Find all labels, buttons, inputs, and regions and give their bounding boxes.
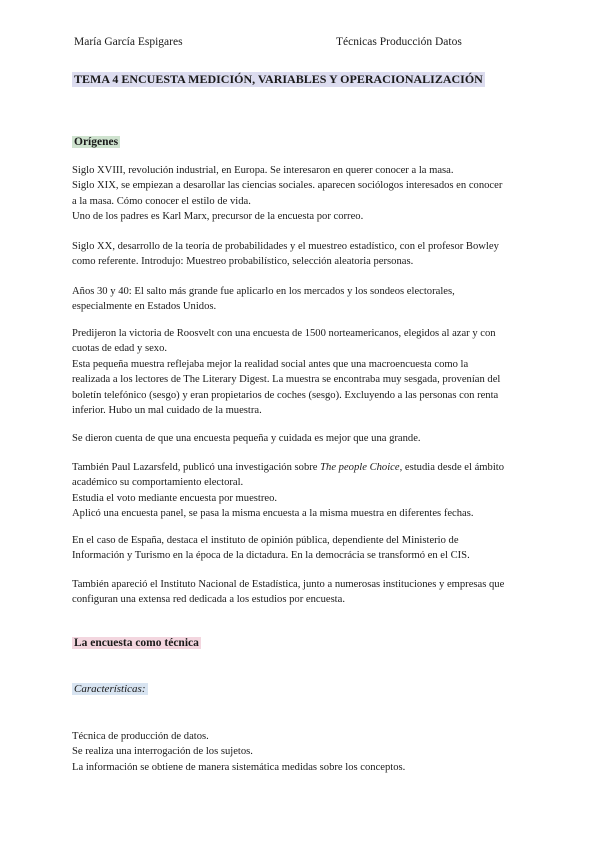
text-line: Siglo XVIII, revolución industrial, en Europa. Se interesaron en querer conocer a la masa.	[72, 165, 454, 176]
text-line: Siglo XIX, se empiezan a desarollar las ciencias sociales. aparecen sociólogos interesados en conocer	[72, 180, 503, 192]
text-line: Información y Turismo en la época de la dictadura. En la democrácia se transformó en el CIS.	[72, 550, 470, 562]
text-run: También Paul Lazarsfeld, publicó una investigación sobre	[72, 462, 321, 473]
text-line	[72, 460, 532, 475]
paragraph-anos-30-40	[72, 284, 532, 315]
paragraph-siglo-xx	[72, 239, 532, 270]
document-title: TEMA 4 ENCUESTA MEDICIÓN, VARIABLES Y OPERACIONALIZACIÓN	[74, 72, 483, 86]
header-author: María García Espigares	[74, 36, 183, 48]
book-title-italic: The people Choice,	[320, 462, 403, 473]
text-line: Se realiza una interrogación de los sujetos.	[72, 746, 253, 758]
paragraph-lazarsfeld	[72, 460, 532, 522]
paragraph-espana	[72, 533, 532, 564]
text-line: Se dieron cuenta de que una encuesta pequeña y cuidada es mejor que una grande.	[72, 433, 421, 444]
paragraph-roosevelt	[72, 326, 532, 418]
text-line: Estudia el voto mediante encuesta por muestreo.	[72, 492, 278, 504]
text-line: Predijeron la victoria de Roosvelt con una encuesta de 1500 norteamericanos, elegidos al azar y con	[72, 328, 496, 339]
text-line: cuotas de edad y sexo.	[72, 343, 168, 355]
text-line: Siglo XX, desarrollo de la teoría de probabilidades y el muestreo estadístico, con el profesor Bowley	[72, 241, 499, 252]
text-line: En el caso de España, destaca el instituto de opinión pública, dependiente del Ministerio de	[72, 535, 459, 546]
subheading-caracteristicas: Características:	[74, 683, 146, 695]
paragraph-caracteristicas	[72, 729, 532, 775]
text-line: configuran una extensa red dedicada a los estudios por encuesta.	[72, 594, 345, 606]
text-line: Uno de los padres es Karl Marx, precursor de la encuesta por correo.	[72, 211, 364, 223]
text-line: académico su comportamiento electoral.	[72, 477, 244, 489]
header-course: Técnicas Producción Datos	[336, 36, 462, 48]
text-line: como referente. Introdujo: Muestreo probabilístico, selección aleatoria personas.	[72, 256, 414, 268]
text-line: boletín telefónico (sesgo) y eran propietarios de coches (sesgo). Excluyendo a las personas con renta	[72, 389, 499, 401]
text-line: realizada a los lectores de The Literary Digest. La muestra se encontraba muy sesgada, provenían del	[72, 374, 501, 386]
text-line: a la masa. Cómo conocer el estilo de vida.	[72, 195, 251, 207]
text-line: Aplicó una encuesta panel, se pasa la misma encuesta a la misma muestra en diferentes fechas.	[72, 508, 474, 520]
text-line: También apareció el Instituto Nacional de Estadística, junto a numerosas instituciones y empresas que	[72, 579, 505, 590]
text-line: Años 30 y 40: El salto más grande fue aplicarlo en los mercados y los sondeos electorales,	[72, 286, 455, 297]
text-line: Esta pequeña muestra reflejaba mejor la realidad social antes que una macroencuesta como la	[72, 358, 469, 370]
text-line: especialmente en Estados Unidos.	[72, 301, 217, 313]
text-line: La información se obtiene de manera sistemática medidas sobre los conceptos.	[72, 761, 406, 773]
paragraph-siglos-xviii-xix	[72, 163, 532, 225]
section-heading-encuesta-tecnica: La encuesta como técnica	[74, 637, 199, 649]
text-run: estudia desde el ámbito	[402, 462, 505, 473]
paragraph-encuesta-pequena	[72, 431, 532, 446]
text-line: Técnica de producción de datos.	[72, 731, 209, 742]
paragraph-ine	[72, 577, 532, 608]
section-heading-origenes: Orígenes	[74, 136, 119, 148]
text-line: inferior. Hubo un mal cuidado de la muestra.	[72, 405, 262, 417]
